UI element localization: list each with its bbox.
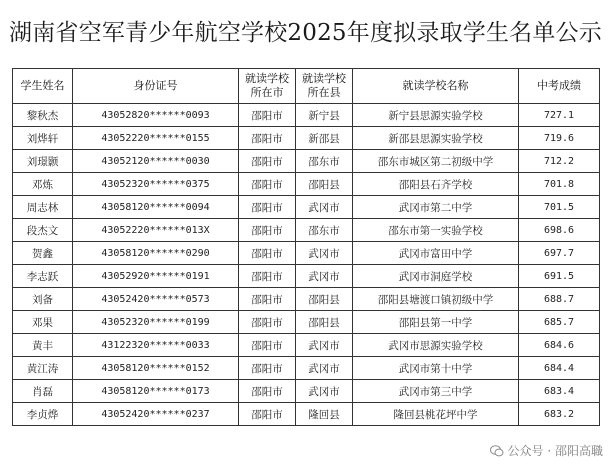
id-number-cell: 43052920******0191 [73, 265, 239, 288]
student-name-cell: 刘烨轩 [13, 127, 73, 150]
school-county-cell: 武冈市 [296, 265, 353, 288]
table-row [13, 403, 600, 426]
exam-score-cell: 684.4 [519, 357, 600, 380]
school-name-cell: 邵阳县第一中学 [353, 311, 519, 334]
student-name-cell: 邓炼 [13, 173, 73, 196]
school-county-cell: 邵阳县 [296, 288, 353, 311]
school-name-cell: 新邵县思源实验学校 [353, 127, 519, 150]
school-county-cell: 武冈市 [296, 380, 353, 403]
student-name-cell: 邓果 [13, 311, 73, 334]
school-name-cell: 武冈市第二中学 [353, 196, 519, 219]
school-city-cell: 邵阳市 [239, 196, 296, 219]
school-county-cell: 邵阳县 [296, 173, 353, 196]
table-row [13, 150, 600, 173]
school-city-cell: 邵阳市 [239, 334, 296, 357]
table-row [13, 219, 600, 242]
id-number-cell: 43052120******0030 [73, 150, 239, 173]
school-city-cell: 邵阳市 [239, 288, 296, 311]
school-county-cell: 武冈市 [296, 196, 353, 219]
table-row [13, 334, 600, 357]
table-body [13, 104, 600, 426]
exam-score-cell: 701.5 [519, 196, 600, 219]
school-county-cell: 武冈市 [296, 357, 353, 380]
school-city-cell: 邵阳市 [239, 104, 296, 127]
school-name-cell: 新宁县思源实验学校 [353, 104, 519, 127]
exam-score-cell: 683.2 [519, 403, 600, 426]
student-name-cell: 段杰文 [13, 219, 73, 242]
table-row [13, 127, 600, 150]
id-number-cell: 43058120******0094 [73, 196, 239, 219]
header-id-number: 身份证号 [73, 69, 239, 104]
id-number-cell: 43058120******0173 [73, 380, 239, 403]
school-name-cell: 武冈市富田中学 [353, 242, 519, 265]
header-exam-score: 中考成绩 [519, 69, 600, 104]
school-city-cell: 邵阳市 [239, 242, 296, 265]
wechat-icon [490, 444, 504, 458]
school-city-cell: 邵阳市 [239, 403, 296, 426]
school-name-cell: 武冈市第三中学 [353, 380, 519, 403]
student-name-cell: 黎秋杰 [13, 104, 73, 127]
school-name-cell: 邵东市第一实验学校 [353, 219, 519, 242]
school-county-cell: 邵东市 [296, 219, 353, 242]
school-city-cell: 邵阳市 [239, 311, 296, 334]
exam-score-cell: 697.7 [519, 242, 600, 265]
watermark [490, 442, 603, 459]
exam-score-cell: 712.2 [519, 150, 600, 173]
header-school-county: 就读学校 所在县 [296, 69, 353, 104]
exam-score-cell: 684.6 [519, 334, 600, 357]
id-number-cell: 43052320******0199 [73, 311, 239, 334]
exam-score-cell: 719.6 [519, 127, 600, 150]
table-row [13, 288, 600, 311]
admission-table [12, 68, 600, 426]
school-name-cell: 隆回县桃花坪中学 [353, 403, 519, 426]
table-row [13, 265, 600, 288]
header-student-name: 学生姓名 [13, 69, 73, 104]
exam-score-cell: 688.7 [519, 288, 600, 311]
header-school-name: 就读学校名称 [353, 69, 519, 104]
student-name-cell: 刘备 [13, 288, 73, 311]
school-city-cell: 邵阳市 [239, 150, 296, 173]
table-header-row [13, 69, 600, 104]
school-name-cell: 武冈市洞庭学校 [353, 265, 519, 288]
id-number-cell: 43058120******0290 [73, 242, 239, 265]
id-number-cell: 43052820******0093 [73, 104, 239, 127]
id-number-cell: 43052320******0375 [73, 173, 239, 196]
student-name-cell: 黄江涛 [13, 357, 73, 380]
id-number-cell: 43122320******0033 [73, 334, 239, 357]
table-row [13, 242, 600, 265]
id-number-cell: 43052420******0573 [73, 288, 239, 311]
id-number-cell: 43052420******0237 [73, 403, 239, 426]
school-name-cell: 武冈市第十中学 [353, 357, 519, 380]
student-name-cell: 李志跃 [13, 265, 73, 288]
school-county-cell: 武冈市 [296, 334, 353, 357]
id-number-cell: 43052220******013X [73, 219, 239, 242]
id-number-cell: 43052220******0155 [73, 127, 239, 150]
table-row [13, 357, 600, 380]
student-name-cell: 李贞烨 [13, 403, 73, 426]
school-county-cell: 邵东市 [296, 150, 353, 173]
student-name-cell: 黄丰 [13, 334, 73, 357]
header-school-city: 就读学校 所在市 [239, 69, 296, 104]
school-name-cell: 邵阳县塘渡口镇初级中学 [353, 288, 519, 311]
student-name-cell: 肖磊 [13, 380, 73, 403]
watermark-text: 公众号 · 邵阳高職 [507, 444, 603, 458]
student-name-cell: 贺鑫 [13, 242, 73, 265]
table-row [13, 311, 600, 334]
school-name-cell: 武冈市思源实验学校 [353, 334, 519, 357]
school-city-cell: 邵阳市 [239, 357, 296, 380]
exam-score-cell: 701.8 [519, 173, 600, 196]
school-city-cell: 邵阳市 [239, 173, 296, 196]
exam-score-cell: 685.7 [519, 311, 600, 334]
id-number-cell: 43058120******0152 [73, 357, 239, 380]
student-name-cell: 周志林 [13, 196, 73, 219]
school-city-cell: 邵阳市 [239, 265, 296, 288]
exam-score-cell: 698.6 [519, 219, 600, 242]
school-county-cell: 邵阳县 [296, 311, 353, 334]
exam-score-cell: 691.5 [519, 265, 600, 288]
school-county-cell: 武冈市 [296, 242, 353, 265]
school-city-cell: 邵阳市 [239, 219, 296, 242]
table-row [13, 104, 600, 127]
school-city-cell: 邵阳市 [239, 380, 296, 403]
school-name-cell: 邵东市城区第二初级中学 [353, 150, 519, 173]
table-row [13, 173, 600, 196]
exam-score-cell: 683.4 [519, 380, 600, 403]
school-name-cell: 邵阳县石齐学校 [353, 173, 519, 196]
school-county-cell: 新宁县 [296, 104, 353, 127]
school-city-cell: 邵阳市 [239, 127, 296, 150]
student-name-cell: 刘璟颢 [13, 150, 73, 173]
table-row [13, 196, 600, 219]
school-county-cell: 隆回县 [296, 403, 353, 426]
table-row [13, 380, 600, 403]
exam-score-cell: 727.1 [519, 104, 600, 127]
page-title: 湖南省空军青少年航空学校2025年度拟录取学生名单公示 [9, 20, 602, 46]
school-county-cell: 新邵县 [296, 127, 353, 150]
